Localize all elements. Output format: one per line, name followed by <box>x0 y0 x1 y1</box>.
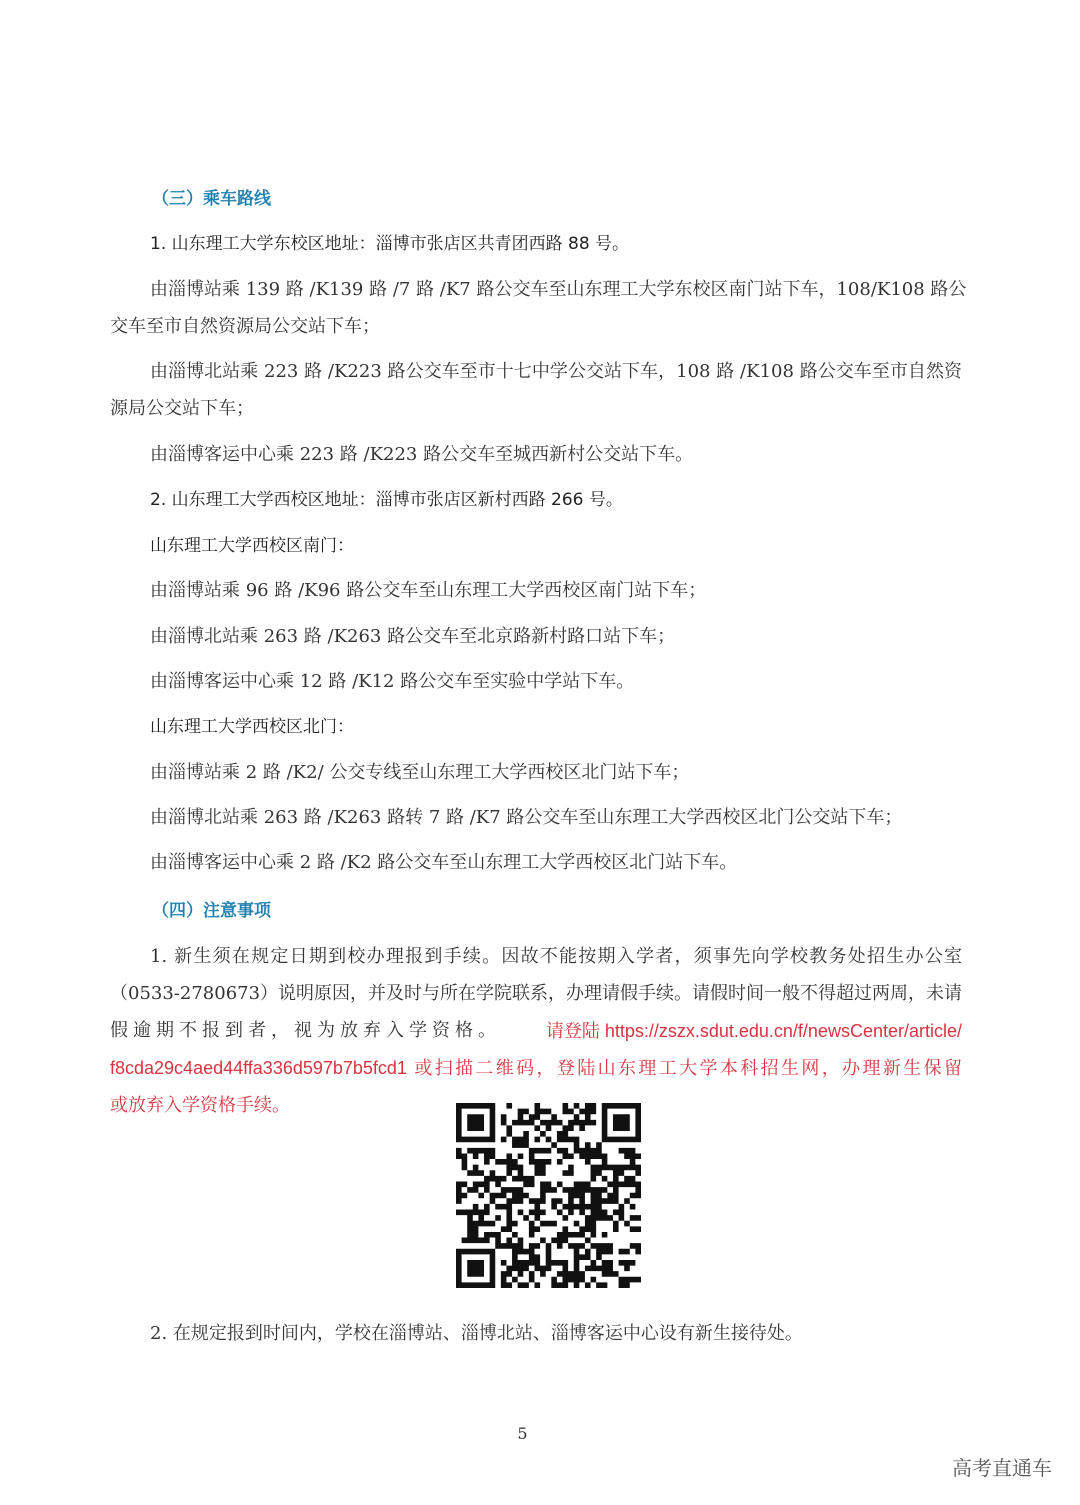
watermark: 高考直通车 <box>952 1456 1052 1480</box>
route-line: 由淄博客运中心乘 2 路 /K2 路公交车至山东理工大学西校区北门站下车。 <box>150 852 738 873</box>
section-heading-routes: （三）乘车路线 <box>152 189 271 209</box>
registration-link-cont[interactable]: f8cda29c4aed44ffa336d597b7b5fcd1 或扫描二维码，登陆山东理工大学本科招生网，办理新生保留 <box>110 1058 962 1078</box>
notice-red-line: 或放弃入学资格手续。 <box>110 1095 290 1115</box>
qr-modules <box>456 1103 641 1288</box>
route-line: 由淄博北站乘 223 路 /K223 路公交车至市十七中学公交站下车，108 路 /K108 路公交车至市自然资 <box>150 361 962 382</box>
route-line: 由淄博北站乘 263 路 /K263 路公交车至北京路新村路口站下车； <box>150 626 676 647</box>
notice-line: 1. 新生须在规定日期到校办理报到手续。因故不能按期入学者，须事先向学校教务处招生办公室 <box>150 946 962 967</box>
route-line: 由淄博客运中心乘 12 路 /K12 路公交车至实验中学站下车。 <box>150 671 635 692</box>
south-gate-heading: 山东理工大学西校区南门： <box>150 536 354 556</box>
section-heading-notes: （四）注意事项 <box>152 901 271 921</box>
registration-link[interactable]: 请登陆 https://zszx.sdut.edu.cn/f/newsCenter/article/ <box>545 1021 962 1041</box>
west-campus-address: 2. 山东理工大学西校区地址：淄博市张店区新村西路 266 号。 <box>150 490 623 510</box>
route-line: 由淄博客运中心乘 223 路 /K223 路公交车至城西新村公交站下车。 <box>150 444 694 465</box>
notice-text: 假逾期不报到者，视为放弃入学资格。 <box>110 1020 501 1041</box>
route-line: 由淄博站乘 139 路 /K139 路 /7 路 /K7 路公交车至山东理工大学东校区南门站下车，108/K108 路公 <box>150 279 967 300</box>
north-gate-heading: 山东理工大学西校区北门： <box>150 717 354 737</box>
route-line: 由淄博北站乘 263 路 /K263 路转 7 路 /K7 路公交车至山东理工大学西校区北门公交站下车； <box>150 807 903 828</box>
notice-line: （0533-2780673）说明原因，并及时与所在学院联系，办理请假手续。请假时间一般不得超过两周，未请 <box>110 983 963 1004</box>
east-campus-address: 1. 山东理工大学东校区地址：淄博市张店区共青团西路 88 号。 <box>150 234 630 254</box>
notice-line: 2. 在规定报到时间内，学校在淄博站、淄博北站、淄博客运中心设有新生接待处。 <box>150 1323 803 1344</box>
page-number: 5 <box>517 1424 528 1443</box>
route-line: 交车至市自然资源局公交站下车； <box>110 316 380 337</box>
route-line: 由淄博站乘 2 路 /K2/ 公交专线至山东理工大学西校区北门站下车； <box>150 762 690 783</box>
route-line: 由淄博站乘 96 路 /K96 路公交车至山东理工大学西校区南门站下车； <box>150 580 707 601</box>
notice-line <box>110 1019 962 1043</box>
route-line: 源局公交站下车； <box>110 398 254 419</box>
qr-code[interactable] <box>456 1103 641 1288</box>
